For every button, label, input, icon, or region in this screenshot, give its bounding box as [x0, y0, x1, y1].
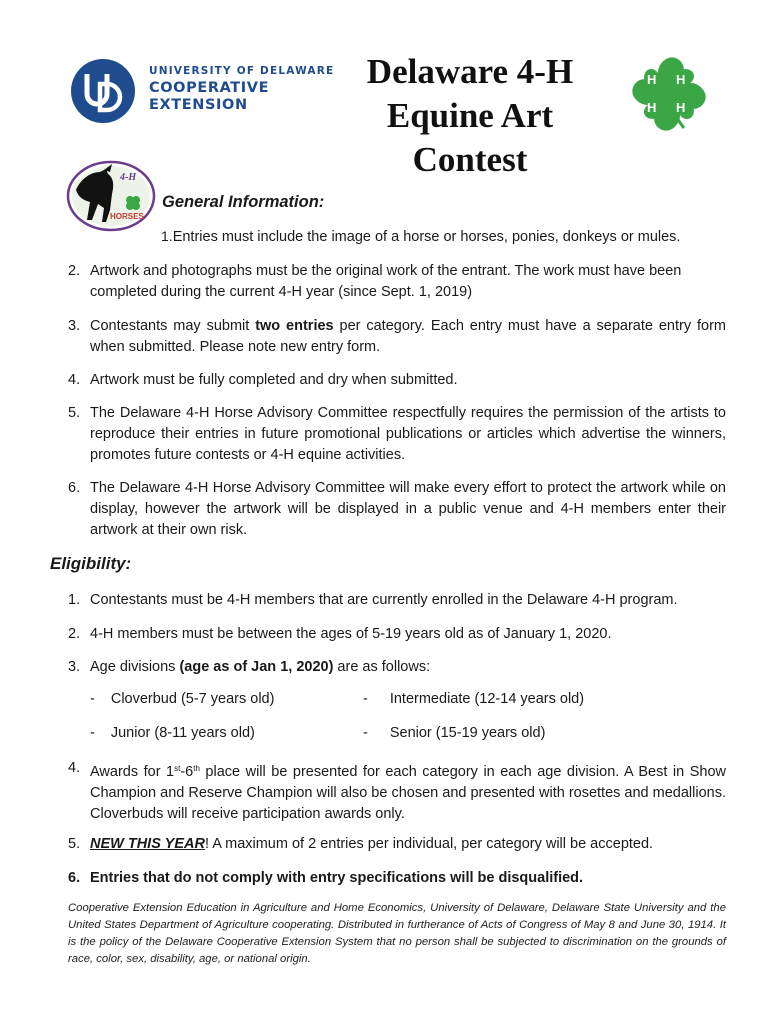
item-number: 1. — [161, 228, 173, 244]
emphasis-age-date: (age as of Jan 1, 2020) — [179, 659, 334, 675]
item-text: Artwork and photographs must be the original work of the entrant. The work must have been completed during the current 4-H year (since Sept. 1, 2019) — [90, 263, 682, 300]
division-intermediate: - Intermediate (12-14 years old) — [363, 691, 585, 707]
item-text: Entries that do not comply with entry specifications will be disqualified. — [90, 870, 584, 886]
item-number: 6. — [68, 870, 81, 886]
eligibility-item-5 — [68, 834, 726, 855]
item-number: 2. — [68, 626, 81, 642]
extension-line-2: EXTENSION — [149, 97, 248, 113]
item-text: Contestants may submit two entries per category. Each entry must have a separate entry form when submitted. Please note new entry form. — [90, 318, 727, 355]
university-of-delaware-logo — [70, 58, 136, 124]
item-number: 3. — [68, 659, 81, 675]
svg-text:H: H — [676, 72, 686, 87]
item-text: NEW THIS YEAR! A maximum of 2 entries per individual, per category will be accepted. — [90, 836, 654, 852]
general-item-3 — [68, 316, 726, 358]
item-text: 4-H members must be between the ages of 5-19 years old as of January 1, 2020. — [90, 626, 612, 642]
eligibility-item-3 — [68, 657, 726, 678]
item-number: 6. — [68, 480, 81, 496]
item-text: The Delaware 4-H Horse Advisory Committee respectfully requires the permission of the artists to reproduce their entries in future promotional publications or articles which advertise the winners, promotes future contests or 4-H equine activities. — [90, 405, 726, 463]
item-number: 5. — [68, 836, 81, 852]
svg-text:H: H — [647, 100, 657, 115]
division-junior: - Junior (8-11 years old) — [90, 725, 255, 741]
general-item-4 — [68, 370, 726, 391]
general-information-heading: General Information: — [162, 193, 325, 211]
item-number: 4. — [68, 760, 81, 776]
item-text: Artwork must be fully completed and dry when submitted. — [90, 372, 458, 388]
four-h-clover-icon — [628, 54, 710, 138]
eligibility-item-6 — [68, 868, 726, 889]
item-number: 2. — [68, 263, 81, 279]
eligibility-item-1 — [68, 590, 726, 611]
four-h-horses-logo — [66, 160, 156, 232]
title-line-1: Delaware 4-H — [366, 52, 574, 91]
title-line-3: Contest — [412, 140, 528, 179]
eligibility-heading: Eligibility: — [50, 554, 132, 573]
new-this-year-label: NEW THIS YEAR — [90, 836, 205, 852]
university-name: UNIVERSITY OF DELAWARE — [149, 65, 335, 77]
svg-text:H: H — [647, 72, 657, 87]
document-title — [348, 50, 592, 182]
general-item-2 — [68, 261, 726, 303]
horse-logo-subtext: HORSES — [110, 212, 144, 221]
cooperative-extension-wordmark — [149, 64, 334, 114]
svg-text:H: H — [676, 100, 686, 115]
item-text: Contestants must be 4-H members that are currently enrolled in the Delaware 4-H program. — [90, 592, 678, 608]
item-number: 3. — [68, 318, 81, 334]
eligibility-item-4 — [68, 758, 726, 825]
item-text: Entries must include the image of a horse or horses, ponies, donkeys or mules. — [172, 229, 681, 245]
division-cloverbud: - Cloverbud (5-7 years old) — [90, 691, 275, 707]
extension-line-1: COOPERATIVE — [149, 80, 270, 96]
general-item-5 — [68, 403, 726, 466]
item-text: Awards for 1st-6th place will be presented for each category in each age division. A Best in Show Champion and Reserve Champion will also be chosen and presented with rosettes and medallions. Cloverbuds will receive participation awards only. — [90, 764, 726, 822]
item-text: Age divisions (age as of Jan 1, 2020) are as follows: — [90, 659, 431, 675]
horse-logo-text: 4-H — [120, 172, 137, 183]
item-text: The Delaware 4-H Horse Advisory Committee will make every effort to protect the artwork while on display, however the artwork will be displayed in a public venue and 4-H members enter their artwork at their own risk. — [90, 480, 726, 538]
emphasis-two-entries: two entries — [255, 318, 334, 334]
general-item-6 — [68, 478, 726, 541]
general-item-1 — [161, 228, 680, 245]
item-number: 4. — [68, 372, 81, 388]
item-number: 5. — [68, 405, 81, 421]
title-line-2: Equine Art — [386, 96, 554, 135]
item-number: 1. — [68, 592, 81, 608]
eligibility-item-2 — [68, 624, 726, 645]
division-senior: - Senior (15-19 years old) — [363, 725, 546, 741]
nondiscrimination-footer: Cooperative Extension Education in Agriculture and Home Economics, University of Delaware, Delaware State University and the United States Department of Agriculture cooperating. Distributed in furtherance of Acts of Congress of May 8 and June 30, 1914. It is the policy of the Delaware Cooperative Extension System that no person shall be subjected to discrimination on the grounds of race, color, sex, disability, age, or national origin. — [68, 902, 726, 965]
